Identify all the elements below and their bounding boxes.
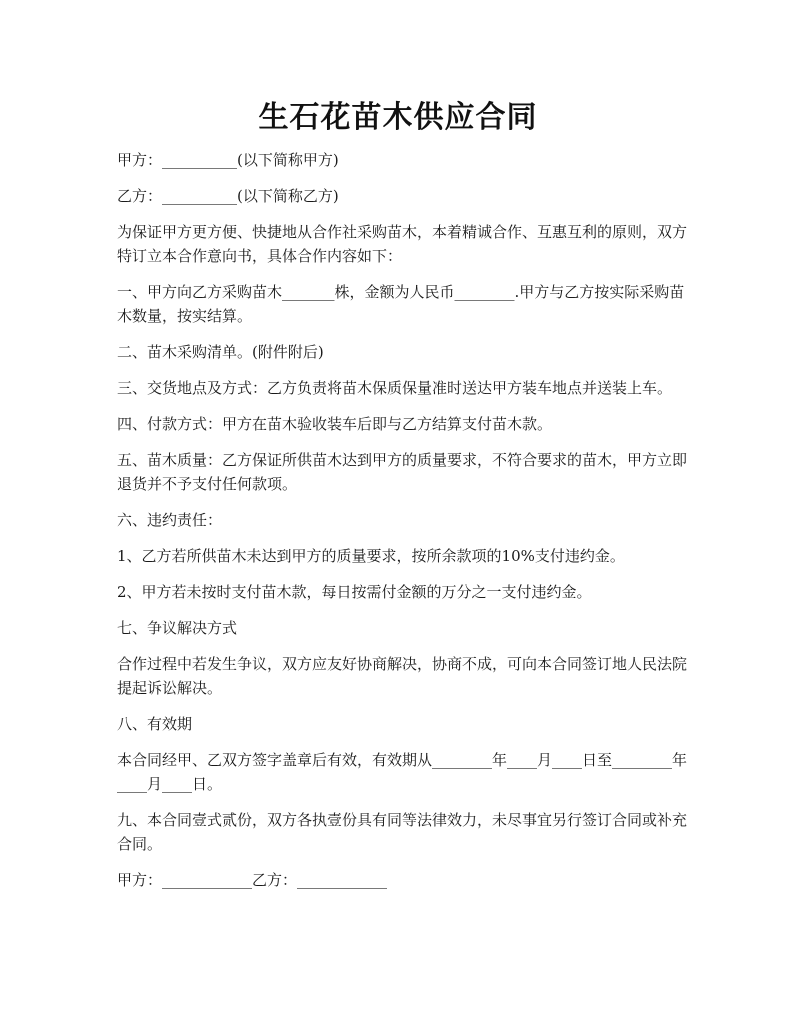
clause-5: 五、苗木质量：乙方保证所供苗木达到甲方的质量要求，不符合要求的苗木，甲方立即退货并不予支付任何款项。 — [117, 451, 688, 493]
clause-1: 一、甲方向乙方采购苗木_______株，金额为人民币________.甲方与乙方按实际采购苗木数量，按实结算。 — [117, 283, 685, 325]
document-body — [117, 148, 687, 904]
clause-6-heading: 六、违约责任： — [117, 511, 223, 529]
clause-7-text: 合作过程中若发生争议，双方应友好协商解决，协商不成，可向本合同签订地人民法院提起诉讼解决。 — [117, 655, 688, 697]
party-b-line: 乙方：__________(以下简称乙方) — [117, 187, 339, 205]
clause-8-text: 本合同经甲、乙双方签字盖章后有效，有效期从________年____月____日至________年____月____日。 — [117, 751, 688, 793]
signature-line: 甲方：____________乙方：____________ — [117, 871, 388, 889]
preamble-paragraph: 为保证甲方更方便、快捷地从合作社采购苗木，本着精诚合作、互惠互利的原则，双方特订立本合作意向书，具体合作内容如下： — [117, 223, 688, 265]
document-title: 生石花苗木供应合同 — [258, 100, 538, 135]
clause-6-item-2: 2、甲方若未按时支付苗木款，每日按需付金额的万分之一支付违约金。 — [117, 583, 592, 601]
party-a-line: 甲方：__________(以下简称甲方) — [117, 151, 339, 169]
clause-7-heading: 七、争议解决方式 — [117, 619, 238, 637]
clause-9: 九、本合同壹式贰份，双方各执壹份具有同等法律效力，未尽事宜另行签订合同或补充合同。 — [117, 811, 688, 853]
clause-8-heading: 八、有效期 — [117, 715, 193, 733]
clause-2: 二、苗木采购清单。(附件附后) — [117, 343, 324, 361]
clause-4: 四、付款方式：甲方在苗木验收装车后即与乙方结算支付苗木款。 — [117, 415, 553, 433]
clause-6-item-1: 1、乙方若所供苗木未达到甲方的质量要求，按所余款项的10%支付违约金。 — [117, 547, 625, 565]
clause-3: 三、交货地点及方式：乙方负责将苗木保质保量准时送达甲方装车地点并送装上车。 — [117, 379, 673, 397]
